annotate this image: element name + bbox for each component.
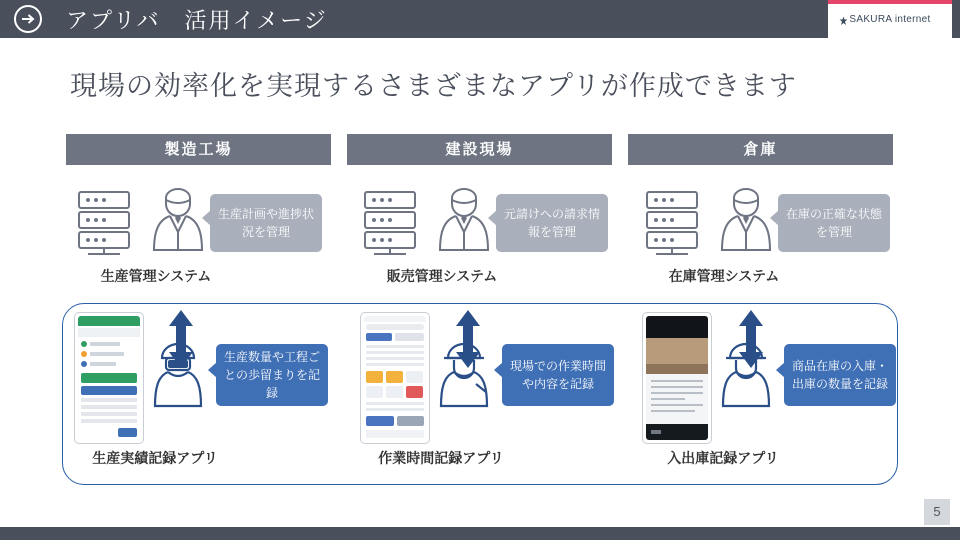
- server-rack-icon: [360, 188, 420, 263]
- app-callout-text-1: 現場での作業時間や内容を記録: [509, 359, 606, 391]
- phone-screen: [646, 316, 708, 440]
- brand-logo: [828, 0, 952, 38]
- phone-screen: [78, 316, 140, 440]
- system-label-1: 販売管理システム: [386, 268, 498, 284]
- smartphone-app-icon: [642, 312, 712, 444]
- app-callout-0: [216, 344, 328, 406]
- system-callout-text-1: 元請けへの請求情報を管理: [503, 207, 600, 239]
- construction-worker-icon: [436, 336, 492, 417]
- system-callout-text-2: 在庫の正確な状態を管理: [785, 207, 882, 239]
- factory-worker-icon: [150, 336, 206, 417]
- callout-tail-icon: [770, 210, 779, 226]
- system-label-0: 生産管理システム: [100, 268, 212, 284]
- app-callout-1: [502, 344, 614, 406]
- category-header-0: 製造工場: [66, 134, 331, 165]
- callout-tail-icon: [776, 362, 785, 378]
- system-callout-1: [496, 194, 608, 252]
- system-label-2: 在庫管理システム: [668, 268, 780, 284]
- page-number: 5: [924, 499, 950, 525]
- brand-accent-bar: [828, 0, 952, 4]
- arrow-right-circle-icon: [14, 5, 42, 33]
- category-header-1: 建設現場: [347, 134, 612, 165]
- system-callout-2: [778, 194, 890, 252]
- office-worker-icon: [434, 188, 494, 263]
- office-worker-icon: [148, 188, 208, 263]
- callout-tail-icon: [494, 362, 503, 378]
- callout-tail-icon: [488, 210, 497, 226]
- category-header-2: 倉庫: [628, 134, 893, 165]
- warehouse-worker-icon: [718, 336, 774, 417]
- system-callout-text-0: 生産計画や進捗状況を管理: [217, 207, 314, 239]
- phone-screen: [364, 316, 426, 440]
- lead-text: 現場の効率化を実現するさまざまなアプリが作成できます: [70, 71, 797, 101]
- smartphone-app-icon: [74, 312, 144, 444]
- system-callout-0: [210, 194, 322, 252]
- brand-name: SAKURA internet: [849, 14, 931, 25]
- app-callout-2: [784, 344, 896, 406]
- server-rack-icon: [74, 188, 134, 263]
- app-label-0: 生産実績記録アプリ: [92, 450, 218, 466]
- callout-tail-icon: [202, 210, 211, 226]
- callout-tail-icon: [208, 362, 217, 378]
- app-callout-text-2: 商品在庫の入庫・出庫の数量を記録: [791, 359, 888, 391]
- page-title: アプリバ 活用イメージ: [66, 8, 328, 33]
- slide-header: [0, 0, 960, 38]
- app-callout-text-0: 生産数量や工程ごとの歩留まりを記録: [223, 350, 320, 400]
- server-rack-icon: [642, 188, 702, 263]
- app-label-2: 入出庫記録アプリ: [667, 450, 779, 466]
- app-label-1: 作業時間記録アプリ: [378, 450, 504, 466]
- office-worker-icon: [716, 188, 776, 263]
- smartphone-app-icon: [360, 312, 430, 444]
- footer-bar: [0, 527, 960, 540]
